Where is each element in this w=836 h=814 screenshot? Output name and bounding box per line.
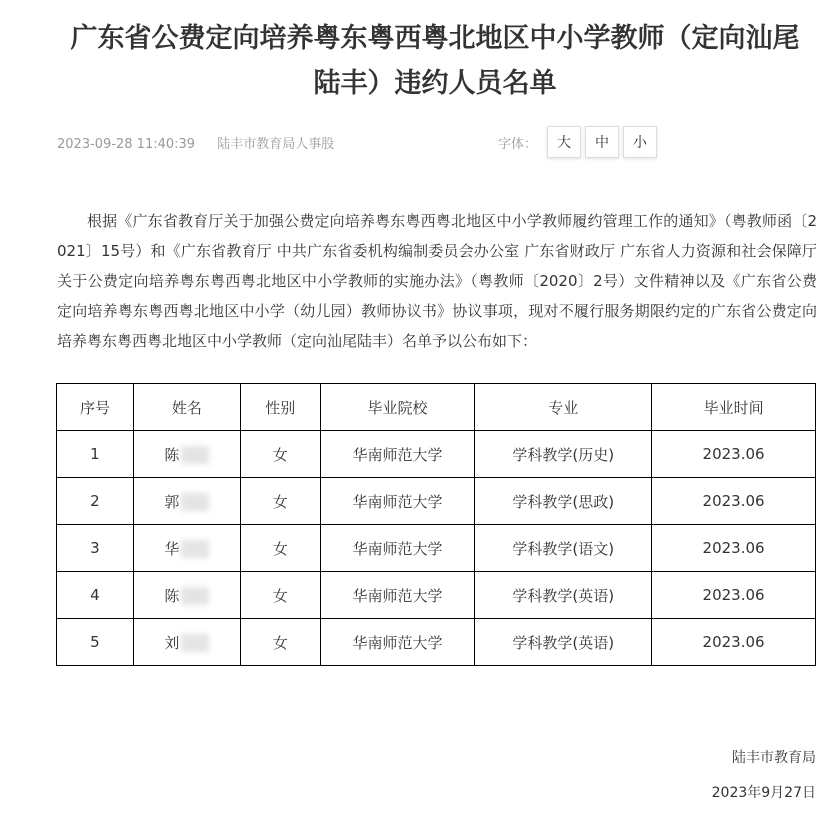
table-header-row [57, 384, 816, 431]
title-line-1: 广东省公费定向培养粤东粤西粤北地区中小学教师（定向汕尾 [70, 23, 800, 54]
cell-school: 华南师范大学 [320, 478, 475, 525]
cell-gender: 女 [240, 619, 320, 666]
cell-index: 3 [57, 525, 134, 572]
article-meta [57, 133, 352, 152]
cell-gender: 女 [240, 478, 320, 525]
signature-organization: 陆丰市教育局 [732, 750, 816, 766]
name-text: 陈 [164, 445, 180, 464]
table-row [57, 431, 816, 478]
font-size-switcher [498, 126, 657, 158]
page-title [40, 16, 830, 106]
name-text: 郭 [164, 492, 180, 511]
font-small-button[interactable]: 小 [623, 126, 657, 158]
cell-index: 4 [57, 572, 134, 619]
header-name: 姓名 [133, 384, 240, 431]
name-text: 陈 [164, 586, 180, 605]
table-row [57, 478, 816, 525]
redaction-blur [181, 493, 209, 511]
cell-graduation-time: 2023.06 [652, 619, 816, 666]
cell-school: 华南师范大学 [320, 525, 475, 572]
cell-graduation-time: 2023.06 [652, 572, 816, 619]
redaction-blur [181, 634, 209, 652]
table-row [57, 619, 816, 666]
cell-name [133, 525, 240, 572]
redaction-blur [181, 540, 209, 558]
cell-school: 华南师范大学 [320, 572, 475, 619]
header-major: 专业 [475, 384, 652, 431]
header-index: 序号 [57, 384, 134, 431]
violators-table [56, 383, 816, 666]
name-text: 华 [164, 539, 180, 558]
cell-name [133, 619, 240, 666]
cell-gender: 女 [240, 431, 320, 478]
article-paragraph: 根据《广东省教育厅关于加强公费定向培养粤东粤西粤北地区中小学教师履约管理工作的通知》（粤教师函〔2021〕15号）和《广东省教育厅 中共广东省委机构编制委员会办公室 广东省财政厅 广东省人力资源和社会保障厅关于公费定向培养粤东粤西粤北地区中小学教师的实施办法》（粤教师〔2020〕2号）文件精神以及《广东省公费定向培养粤东粤西粤北地区中小学（幼儿园）教师协议书》协议事项，现对不履行服务期限约定的广东省公费定向培养粤东粤西粤北地区中小学教师（定向汕尾陆丰）名单予以公布如下： [57, 212, 817, 350]
article-source: 陆丰市教育局人事股 [217, 137, 335, 152]
header-school: 毕业院校 [320, 384, 475, 431]
font-medium-button[interactable]: 中 [585, 126, 619, 158]
redaction-blur [181, 446, 209, 464]
cell-name [133, 572, 240, 619]
title-line-2: 陆丰）违约人员名单 [313, 68, 557, 99]
cell-major: 学科教学(思政) [475, 478, 652, 525]
name-text: 刘 [164, 633, 180, 652]
cell-major: 学科教学(历史) [475, 431, 652, 478]
cell-gender: 女 [240, 525, 320, 572]
cell-major: 学科教学(英语) [475, 619, 652, 666]
cell-school: 华南师范大学 [320, 619, 475, 666]
cell-graduation-time: 2023.06 [652, 431, 816, 478]
cell-school: 华南师范大学 [320, 431, 475, 478]
header-gender: 性别 [240, 384, 320, 431]
cell-name [133, 431, 240, 478]
header-graduation-time: 毕业时间 [652, 384, 816, 431]
cell-index: 2 [57, 478, 134, 525]
cell-index: 5 [57, 619, 134, 666]
font-size-label: 字体： [498, 136, 538, 152]
table-row [57, 525, 816, 572]
publish-datetime: 2023-09-28 11:40:39 [57, 137, 196, 152]
cell-major: 学科教学(语文) [475, 525, 652, 572]
signature-date: 2023年9月27日 [711, 785, 816, 801]
cell-graduation-time: 2023.06 [652, 478, 816, 525]
cell-graduation-time: 2023.06 [652, 525, 816, 572]
cell-major: 学科教学(英语) [475, 572, 652, 619]
cell-name [133, 478, 240, 525]
redaction-blur [181, 587, 209, 605]
font-large-button[interactable]: 大 [547, 126, 581, 158]
table-row [57, 572, 816, 619]
cell-index: 1 [57, 431, 134, 478]
cell-gender: 女 [240, 572, 320, 619]
